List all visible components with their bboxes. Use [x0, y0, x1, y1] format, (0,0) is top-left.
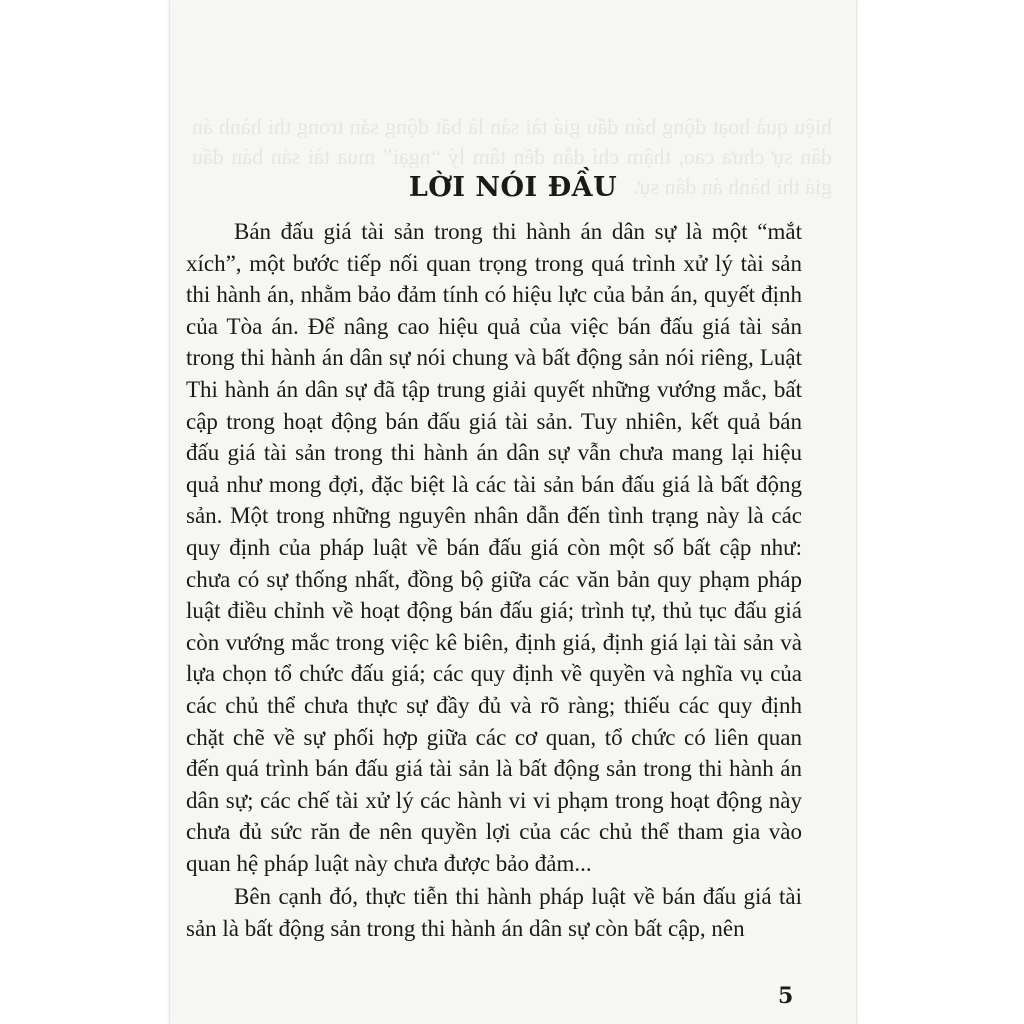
body-text: [186, 216, 802, 945]
paragraph-1: Bán đấu giá tài sản trong thi hành án dân sự là một “mắt xích”, một bước tiếp nối quan trọng trong quá trình xử lý tài sản thi hành án, nhằm bảo đảm tính có hiệu lực của bản án, quyết định của Tòa án. Để nâng cao hiệu quả của việc bán đấu giá tài sản trong thi hành án dân sự nói chung và bất động sản nói riêng, Luật Thi hành án dân sự đã tập trung giải quyết những vướng mắc, bất cập trong hoạt động bán đấu giá tài sản. Tuy nhiên, kết quả bán đấu giá tài sản trong thi hành án dân sự vẫn chưa mang lại hiệu quả như mong đợi, đặc biệt là các tài sản bán đấu giá là bất động sản. Một trong những nguyên nhân dẫn đến tình trạng này là các quy định của pháp luật về bán đấu giá còn một số bất cập như: chưa có sự thống nhất, đồng bộ giữa các văn bản quy phạm pháp luật điều chỉnh về hoạt động bán đấu giá; trình tự, thủ tục đấu giá còn vướng mắc trong việc kê biên, định giá, định giá lại tài sản và lựa chọn tổ chức đấu giá; các quy định về quyền và nghĩa vụ của các chủ thể chưa thực sự đầy đủ và rõ ràng; thiếu các quy định chặt chẽ về sự phối hợp giữa các cơ quan, tổ chức có liên quan đến quá trình bán đấu giá tài sản là bất động sản trong thi hành án dân sự; các chế tài xử lý các hành vi vi phạm trong hoạt động này chưa đủ sức răn đe nên quyền lợi của các chủ thể tham gia vào quan hệ pháp luật này chưa được bảo đảm...: [186, 219, 802, 876]
book-page: [170, 0, 856, 1024]
page-heading: LỜI NÓI ĐẦU: [408, 172, 618, 203]
bleed-through-paragraph: hiệu quả hoạt động bán đấu giá tài sản là bất động sản trong thi hành án dân sự chưa cao, thậm chí dẫn đến tâm lý “ngại” mua tài sản bán đấu giá thi hành án dân sự.: [192, 114, 832, 199]
paragraph-2: Bên cạnh đó, thực tiễn thi hành pháp luật về bán đấu giá tài sản là bất động sản trong thi hành án dân sự còn bất cập, nên: [186, 884, 802, 942]
page-number: 5: [778, 983, 794, 1009]
